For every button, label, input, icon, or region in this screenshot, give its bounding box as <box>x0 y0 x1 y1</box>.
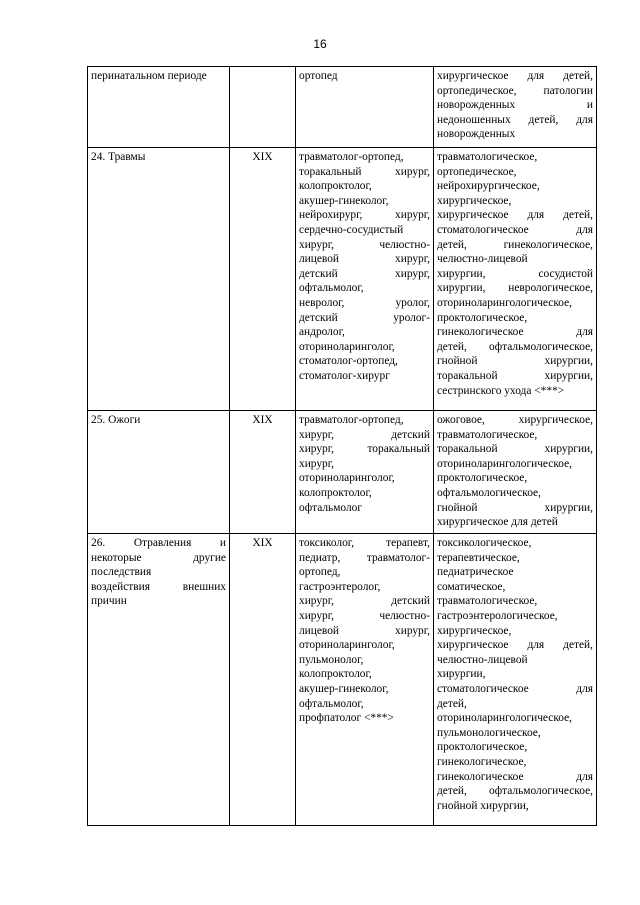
cell-line: оториноларингологическое, <box>437 457 573 470</box>
cell-line: травматологическое, <box>437 151 538 163</box>
departments-cell <box>434 534 597 826</box>
cell-line: ортопед <box>299 70 338 82</box>
table-row <box>88 148 597 411</box>
cell-line: хирург, детский <box>299 595 430 608</box>
disease-group-cell <box>88 148 230 411</box>
cell-line: гнойной хирургии, <box>437 799 529 812</box>
cell-line: терапевтическое, <box>437 551 520 564</box>
cell-line: педиатр, травматолог- <box>299 551 430 564</box>
cell-line: колопроктолог, <box>299 668 372 681</box>
cell-line: офтальмолог, <box>299 282 364 295</box>
cell-line: хирургическое для детей <box>437 516 558 529</box>
cell-line: хирург, детский <box>299 428 430 441</box>
icd-class-cell <box>230 411 296 534</box>
cell-line: новорожденных <box>437 128 516 141</box>
cell-line: профпатолог <***> <box>299 712 394 725</box>
cell-line: хирург, челюстно- <box>299 609 430 622</box>
table-row <box>88 411 597 534</box>
icd-class-cell <box>230 148 296 411</box>
cell-line: гинекологическое для <box>437 770 593 783</box>
cell-line: травматологическое, <box>437 428 538 441</box>
cell-line: ортопедическое, патологии <box>437 84 593 97</box>
table-row <box>88 67 597 148</box>
cell-line: проктологическое, <box>437 741 528 754</box>
cell-line: гастроэнтеролог, <box>299 580 381 593</box>
cell-line: стоматологическое для <box>437 223 593 236</box>
icd-class-cell <box>230 534 296 826</box>
cell-line: соматическое, <box>437 580 506 593</box>
cell-line: колопроктолог, <box>299 180 372 193</box>
cell-line: некоторые другие <box>91 551 226 564</box>
cell-line: воздействия внешних <box>91 580 226 593</box>
cell-line: офтальмолог, <box>299 697 364 710</box>
cell-line: хирургии, <box>437 668 486 681</box>
cell-line: андролог, <box>299 326 345 339</box>
cell-line: челюстно-лицевой <box>437 253 528 266</box>
icd-class-cell <box>230 67 296 148</box>
cell-line: акушер-гинеколог, <box>299 194 389 207</box>
page-number: 16 <box>313 37 327 51</box>
cell-text: XIX <box>252 414 273 426</box>
cell-line: торакальной хирургии, <box>437 443 593 456</box>
cell-line: 26. Отравления и <box>91 537 226 549</box>
cell-line: торакальной хирургии, <box>437 369 593 382</box>
cell-line: сестринского ухода <***> <box>437 384 565 397</box>
cell-line: оториноларингологическое, <box>437 712 573 725</box>
cell-line: хирургическое, <box>437 194 512 207</box>
cell-line: токсикологическое, <box>437 537 532 549</box>
cell-line: нейрохирургическое, <box>437 180 540 193</box>
cell-line: детей, офтальмологическое, <box>437 785 593 798</box>
specialists-cell <box>296 411 434 534</box>
disease-group-cell <box>88 411 230 534</box>
cell-line: стоматолог-ортопед, <box>299 355 398 368</box>
cell-line: хирург, <box>299 457 334 470</box>
cell-line: 25. Ожоги <box>91 414 141 426</box>
cell-line: оториноларингологическое, <box>437 296 573 309</box>
cell-line: ортопедическое, <box>437 165 517 178</box>
cell-line: хирургическое для детей, <box>437 209 593 222</box>
cell-line: хирургии, неврологическое, <box>437 282 593 295</box>
cell-line: последствия <box>91 566 152 579</box>
disease-group-cell <box>88 67 230 148</box>
cell-line: колопроктолог, <box>299 486 372 499</box>
departments-cell <box>434 67 597 148</box>
cell-line: проктологическое, <box>437 472 528 485</box>
cell-line: лицевой хирург, <box>299 253 430 266</box>
cell-line: хирургическое, <box>437 624 512 637</box>
departments-cell <box>434 148 597 411</box>
cell-line: гастроэнтерологическое, <box>437 609 558 622</box>
cell-line: офтальмолог <box>299 501 363 514</box>
cell-line: стоматолог-хирург <box>299 369 390 382</box>
cell-line: офтальмологическое, <box>437 486 541 499</box>
cell-line: проктологическое, <box>437 311 528 324</box>
cell-line: детей, <box>437 697 467 710</box>
specialists-cell <box>296 534 434 826</box>
cell-line: пульмонолог, <box>299 653 364 666</box>
cell-line: оториноларинголог, <box>299 472 395 485</box>
cell-line: перинатальном периоде <box>91 70 207 82</box>
cell-line: ожоговое, хирургическое, <box>437 414 593 426</box>
medical-profile-table <box>87 66 597 826</box>
cell-line: 24. Травмы <box>91 151 146 163</box>
cell-line: челюстно-лицевой <box>437 653 528 666</box>
cell-line: торакальный хирург, <box>299 165 430 178</box>
cell-line: детский хирург, <box>299 267 430 280</box>
cell-text: XIX <box>252 537 273 549</box>
specialists-cell <box>296 148 434 411</box>
cell-line: сердечно-сосудистый <box>299 223 404 236</box>
cell-line: невролог, уролог, <box>299 296 430 309</box>
cell-line: ортопед, <box>299 566 341 579</box>
cell-line: хирург, челюстно- <box>299 238 430 251</box>
cell-line: гнойной хирургии, <box>437 501 593 514</box>
cell-line: новорожденных и <box>437 99 593 112</box>
cell-line: акушер-гинеколог, <box>299 682 389 695</box>
cell-line: травматолог-ортопед, <box>299 151 404 163</box>
cell-line: гинекологическое для <box>437 326 593 339</box>
cell-line: хирургическое для детей, <box>437 639 593 652</box>
cell-line: хирург, торакальный <box>299 443 430 456</box>
cell-line: хирургическое для детей, <box>437 70 593 82</box>
cell-line: стоматологическое для <box>437 682 593 695</box>
cell-line: детей, гинекологическое, <box>437 238 593 251</box>
cell-line: недоношенных детей, для <box>437 113 593 126</box>
cell-line: травматологическое, <box>437 595 538 608</box>
cell-line: причин <box>91 595 127 608</box>
table-row <box>88 534 597 826</box>
cell-line: детский уролог- <box>299 311 430 324</box>
cell-line: гинекологическое, <box>437 755 527 768</box>
cell-line: лицевой хирург, <box>299 624 430 637</box>
cell-line: нейрохирург, хирург, <box>299 209 430 222</box>
cell-line: хирургии, сосудистой <box>437 267 593 280</box>
cell-line: педиатрическое <box>437 566 514 579</box>
cell-line: оториноларинголог, <box>299 340 395 353</box>
departments-cell <box>434 411 597 534</box>
cell-line: токсиколог, терапевт, <box>299 537 430 549</box>
specialists-cell <box>296 67 434 148</box>
cell-line: оториноларинголог, <box>299 639 395 652</box>
cell-line: гнойной хирургии, <box>437 355 593 368</box>
cell-line: детей, офтальмологическое, <box>437 340 593 353</box>
disease-group-cell <box>88 534 230 826</box>
cell-line: пульмонологическое, <box>437 726 541 739</box>
cell-text: XIX <box>252 151 273 163</box>
cell-line: травматолог-ортопед, <box>299 414 404 426</box>
